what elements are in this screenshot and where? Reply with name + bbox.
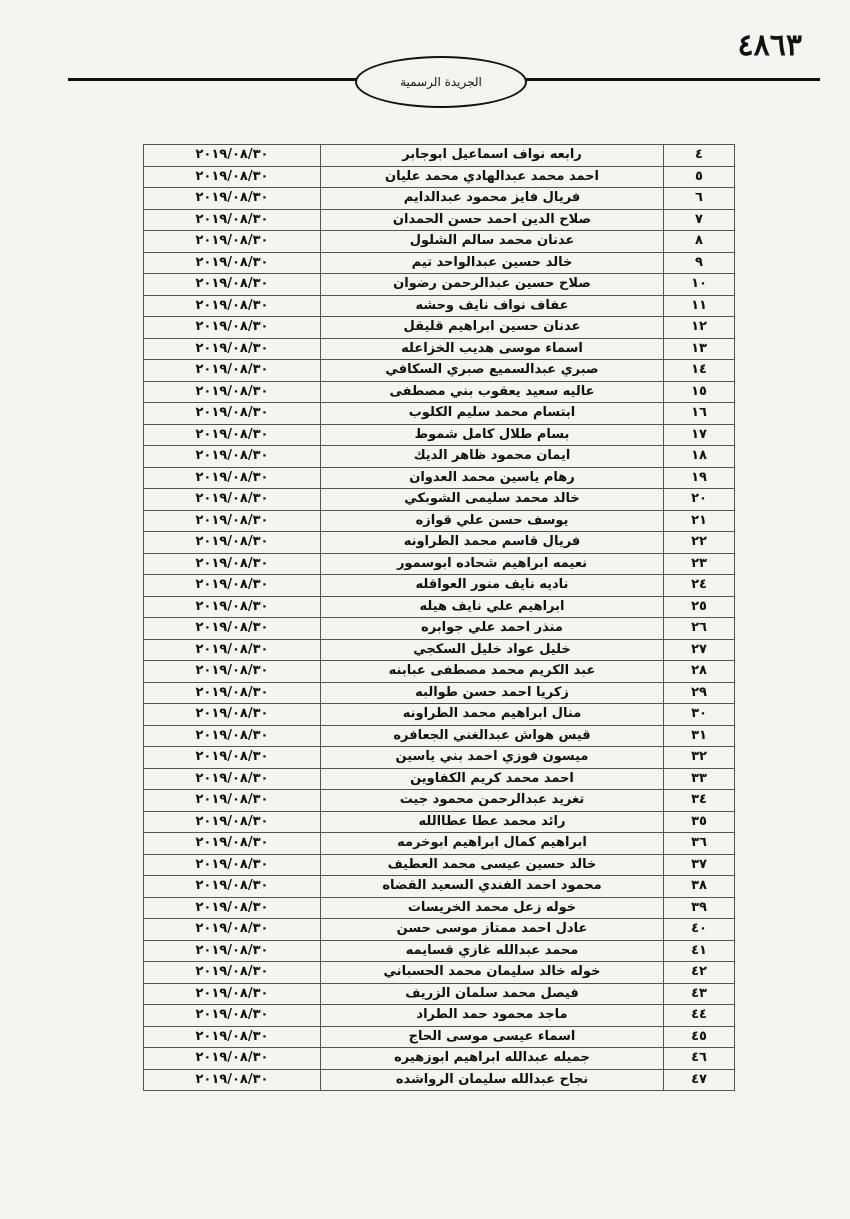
row-number: ٤٣: [664, 983, 735, 1005]
person-name: عاليه سعيد يعقوب بني مصطفى: [321, 381, 664, 403]
table-row: [144, 553, 735, 575]
row-number: ٢٣: [664, 553, 735, 575]
date-cell: ٢٠١٩/٠٨/٣٠: [144, 381, 321, 403]
roster-table: [143, 144, 735, 1091]
person-name: اسماء عيسى موسى الحاج: [321, 1026, 664, 1048]
person-name: بسام طلال كامل شموط: [321, 424, 664, 446]
person-name: فريال فايز محمود عبدالدايم: [321, 188, 664, 210]
date-cell: ٢٠١٩/٠٨/٣٠: [144, 940, 321, 962]
row-number: ٢٤: [664, 575, 735, 597]
date-cell: ٢٠١٩/٠٨/٣٠: [144, 188, 321, 210]
person-name: محمد عبدالله غازي قسايمه: [321, 940, 664, 962]
table-row: [144, 209, 735, 231]
table-row: [144, 618, 735, 640]
person-name: اسماء موسى هديب الخزاعله: [321, 338, 664, 360]
date-cell: ٢٠١٩/٠٨/٣٠: [144, 919, 321, 941]
table-row: [144, 704, 735, 726]
date-cell: ٢٠١٩/٠٨/٣٠: [144, 467, 321, 489]
person-name: ماجد محمود حمد الطراد: [321, 1005, 664, 1027]
date-cell: ٢٠١٩/٠٨/٣٠: [144, 231, 321, 253]
person-name: منذر احمد علي جوابره: [321, 618, 664, 640]
row-number: ٤٤: [664, 1005, 735, 1027]
date-cell: ٢٠١٩/٠٨/٣٠: [144, 424, 321, 446]
person-name: زكريا احمد حسن طوالبه: [321, 682, 664, 704]
date-cell: ٢٠١٩/٠٨/٣٠: [144, 962, 321, 984]
table-row: [144, 575, 735, 597]
row-number: ٤٥: [664, 1026, 735, 1048]
table-row: [144, 252, 735, 274]
row-number: ١٦: [664, 403, 735, 425]
table-row: [144, 403, 735, 425]
person-name: ايمان محمود ظاهر الديك: [321, 446, 664, 468]
person-name: قيس هواش عبدالغني الجعافره: [321, 725, 664, 747]
date-cell: ٢٠١٩/٠٨/٣٠: [144, 510, 321, 532]
row-number: ١٧: [664, 424, 735, 446]
person-name: يوسف حسن علي قوازه: [321, 510, 664, 532]
person-name: خالد حسين عيسى محمد العطيف: [321, 854, 664, 876]
table-row: [144, 1005, 735, 1027]
date-cell: ٢٠١٩/٠٨/٣٠: [144, 166, 321, 188]
table-row: [144, 446, 735, 468]
person-name: عدنان حسين ابراهيم قليقل: [321, 317, 664, 339]
table-row: [144, 897, 735, 919]
table-row: [144, 811, 735, 833]
person-name: فريال قاسم محمد الطراونه: [321, 532, 664, 554]
person-name: خوله خالد سليمان محمد الحسباني: [321, 962, 664, 984]
row-number: ٨: [664, 231, 735, 253]
person-name: خالد محمد سليمى الشوبكي: [321, 489, 664, 511]
table-row: [144, 833, 735, 855]
date-cell: ٢٠١٩/٠٨/٣٠: [144, 1048, 321, 1070]
person-name: احمد محمد كريم الكفاوين: [321, 768, 664, 790]
date-cell: ٢٠١٩/٠٨/٣٠: [144, 274, 321, 296]
row-number: ٣٣: [664, 768, 735, 790]
table-row: [144, 381, 735, 403]
row-number: ٣٢: [664, 747, 735, 769]
person-name: ناديه نايف منور العواقله: [321, 575, 664, 597]
table-row: [144, 145, 735, 167]
date-cell: ٢٠١٩/٠٨/٣٠: [144, 854, 321, 876]
person-name: جميله عبدالله ابراهيم ابوزهيره: [321, 1048, 664, 1070]
gazette-title: الجريدة الرسمية: [400, 75, 482, 89]
person-name: ابراهيم علي نايف هيله: [321, 596, 664, 618]
roster-table-body: [144, 145, 735, 1091]
person-name: صلاح حسين عبدالرحمن رضوان: [321, 274, 664, 296]
person-name: نجاح عبدالله سليمان الرواشده: [321, 1069, 664, 1091]
person-name: ابتسام محمد سليم الكلوب: [321, 403, 664, 425]
table-row: [144, 725, 735, 747]
table-row: [144, 188, 735, 210]
table-row: [144, 790, 735, 812]
person-name: عادل احمد ممتاز موسى حسن: [321, 919, 664, 941]
person-name: خوله زعل محمد الخريسات: [321, 897, 664, 919]
person-name: خليل عواد خليل السكجي: [321, 639, 664, 661]
table-row: [144, 962, 735, 984]
table-row: [144, 1048, 735, 1070]
table-row: [144, 489, 735, 511]
table-row: [144, 919, 735, 941]
row-number: ٢٨: [664, 661, 735, 683]
person-name: عدنان محمد سالم الشلول: [321, 231, 664, 253]
row-number: ٣٨: [664, 876, 735, 898]
date-cell: ٢٠١٩/٠٨/٣٠: [144, 618, 321, 640]
row-number: ١٠: [664, 274, 735, 296]
row-number: ٤: [664, 145, 735, 167]
date-cell: ٢٠١٩/٠٨/٣٠: [144, 145, 321, 167]
date-cell: ٢٠١٩/٠٨/٣٠: [144, 553, 321, 575]
row-number: ٢٥: [664, 596, 735, 618]
row-number: ١٨: [664, 446, 735, 468]
row-number: ٤٦: [664, 1048, 735, 1070]
gazette-title-oval: [355, 56, 527, 108]
row-number: ٦: [664, 188, 735, 210]
row-number: ٩: [664, 252, 735, 274]
date-cell: ٢٠١٩/٠٨/٣٠: [144, 725, 321, 747]
row-number: ٢٠: [664, 489, 735, 511]
row-number: ٣٧: [664, 854, 735, 876]
table-row: [144, 338, 735, 360]
table-row: [144, 596, 735, 618]
date-cell: ٢٠١٩/٠٨/٣٠: [144, 897, 321, 919]
table-row: [144, 467, 735, 489]
row-number: ٤٢: [664, 962, 735, 984]
table-row: [144, 876, 735, 898]
person-name: منال ابراهيم محمد الطراونه: [321, 704, 664, 726]
table-row: [144, 295, 735, 317]
row-number: ٢٧: [664, 639, 735, 661]
row-number: ١١: [664, 295, 735, 317]
person-name: صبري عبدالسميع صبري السكافي: [321, 360, 664, 382]
date-cell: ٢٠١٩/٠٨/٣٠: [144, 252, 321, 274]
date-cell: ٢٠١٩/٠٨/٣٠: [144, 747, 321, 769]
date-cell: ٢٠١٩/٠٨/٣٠: [144, 596, 321, 618]
date-cell: ٢٠١٩/٠٨/٣٠: [144, 790, 321, 812]
person-name: احمد محمد عبدالهادي محمد عليان: [321, 166, 664, 188]
person-name: تغريد عبدالرحمن محمود جيت: [321, 790, 664, 812]
person-name: ميسون فوزي احمد بني ياسين: [321, 747, 664, 769]
table-row: [144, 532, 735, 554]
table-row: [144, 983, 735, 1005]
date-cell: ٢٠١٩/٠٨/٣٠: [144, 811, 321, 833]
row-number: ٥: [664, 166, 735, 188]
row-number: ٤٠: [664, 919, 735, 941]
row-number: ٣٤: [664, 790, 735, 812]
row-number: ١٣: [664, 338, 735, 360]
date-cell: ٢٠١٩/٠٨/٣٠: [144, 575, 321, 597]
date-cell: ٢٠١٩/٠٨/٣٠: [144, 1069, 321, 1091]
table-row: [144, 1026, 735, 1048]
date-cell: ٢٠١٩/٠٨/٣٠: [144, 639, 321, 661]
row-number: ٣٦: [664, 833, 735, 855]
row-number: ٤٧: [664, 1069, 735, 1091]
person-name: محمود احمد الفندي السعيد القضاه: [321, 876, 664, 898]
person-name: رهام ياسين محمد العدوان: [321, 467, 664, 489]
table-row: [144, 639, 735, 661]
date-cell: ٢٠١٩/٠٨/٣٠: [144, 704, 321, 726]
row-number: ٣١: [664, 725, 735, 747]
person-name: فيصل محمد سلمان الزريف: [321, 983, 664, 1005]
person-name: رائد محمد عطا عطاالله: [321, 811, 664, 833]
date-cell: ٢٠١٩/٠٨/٣٠: [144, 295, 321, 317]
table-row: [144, 510, 735, 532]
table-row: [144, 682, 735, 704]
row-number: ٢٦: [664, 618, 735, 640]
table-row: [144, 768, 735, 790]
date-cell: ٢٠١٩/٠٨/٣٠: [144, 209, 321, 231]
date-cell: ٢٠١٩/٠٨/٣٠: [144, 532, 321, 554]
person-name: خالد حسين عبدالواحد تيم: [321, 252, 664, 274]
person-name: نعيمه ابراهيم شحاده ابوسمور: [321, 553, 664, 575]
person-name: رابعه نواف اسماعيل ابوجابر: [321, 145, 664, 167]
date-cell: ٢٠١٩/٠٨/٣٠: [144, 876, 321, 898]
row-number: ٢٩: [664, 682, 735, 704]
table-row: [144, 231, 735, 253]
date-cell: ٢٠١٩/٠٨/٣٠: [144, 661, 321, 683]
date-cell: ٢٠١٩/٠٨/٣٠: [144, 446, 321, 468]
row-number: ١٤: [664, 360, 735, 382]
date-cell: ٢٠١٩/٠٨/٣٠: [144, 489, 321, 511]
date-cell: ٢٠١٩/٠٨/٣٠: [144, 768, 321, 790]
table-row: [144, 424, 735, 446]
table-row: [144, 747, 735, 769]
table-row: [144, 854, 735, 876]
row-number: ٣٩: [664, 897, 735, 919]
date-cell: ٢٠١٩/٠٨/٣٠: [144, 360, 321, 382]
table-row: [144, 1069, 735, 1091]
table-row: [144, 360, 735, 382]
row-number: ٢١: [664, 510, 735, 532]
date-cell: ٢٠١٩/٠٨/٣٠: [144, 403, 321, 425]
table-row: [144, 661, 735, 683]
person-name: عفاف نواف نايف وحشه: [321, 295, 664, 317]
date-cell: ٢٠١٩/٠٨/٣٠: [144, 317, 321, 339]
row-number: ١٢: [664, 317, 735, 339]
date-cell: ٢٠١٩/٠٨/٣٠: [144, 1026, 321, 1048]
date-cell: ٢٠١٩/٠٨/٣٠: [144, 338, 321, 360]
row-number: ٣٥: [664, 811, 735, 833]
table-row: [144, 317, 735, 339]
page-number: ٤٨٦٣: [737, 28, 802, 63]
row-number: ١٩: [664, 467, 735, 489]
date-cell: ٢٠١٩/٠٨/٣٠: [144, 1005, 321, 1027]
table-row: [144, 940, 735, 962]
person-name: صلاح الدين احمد حسن الحمدان: [321, 209, 664, 231]
row-number: ٢٢: [664, 532, 735, 554]
row-number: ٤١: [664, 940, 735, 962]
person-name: عبد الكريم محمد مصطفى عبابنه: [321, 661, 664, 683]
table-row: [144, 274, 735, 296]
date-cell: ٢٠١٩/٠٨/٣٠: [144, 833, 321, 855]
table-row: [144, 166, 735, 188]
date-cell: ٢٠١٩/٠٨/٣٠: [144, 682, 321, 704]
date-cell: ٢٠١٩/٠٨/٣٠: [144, 983, 321, 1005]
row-number: ٧: [664, 209, 735, 231]
row-number: ١٥: [664, 381, 735, 403]
person-name: ابراهيم كمال ابراهيم ابوخرمه: [321, 833, 664, 855]
row-number: ٣٠: [664, 704, 735, 726]
